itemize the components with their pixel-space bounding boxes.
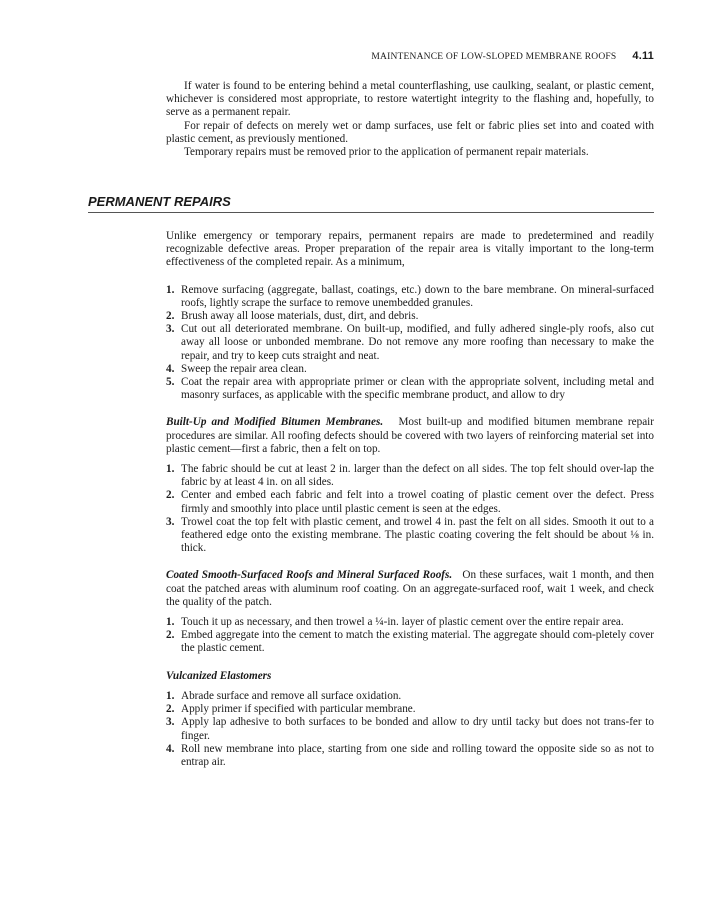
running-header bbox=[168, 50, 654, 62]
page-number: 4.11 bbox=[632, 50, 654, 62]
vulcanized-steps bbox=[166, 690, 654, 769]
coated-paragraph bbox=[166, 569, 654, 609]
list-item: 4. Sweep the repair area clean. bbox=[166, 362, 307, 375]
builtup-heading: Built-Up and Modified Bitumen Membranes. bbox=[166, 416, 384, 429]
list-item: 2. Center and embed each fabric and felt into a trowel coating of plastic cement over the defect. Press firmly and smoothly into place until plastic cement is seen at the edges. bbox=[166, 489, 654, 515]
list-item: 2. Embed aggregate into the cement to match the existing material. The aggregate should com-pletely cover the plastic cement. bbox=[166, 629, 654, 655]
list-item: 3. Cut out all deteriorated membrane. On built-up, modified, and fully adhered single-ply roofs, also cut away all loose or unbonded membrane. Do not remove any more roofing than necessary to make the repair, and try to keep cuts straight and neat. bbox=[166, 323, 654, 362]
coated-steps bbox=[166, 616, 654, 656]
list-item: 1. Abrade surface and remove all surface oxidation. bbox=[166, 689, 402, 702]
list-item: 2. Brush away all loose materials, dust, dirt, and debris. bbox=[166, 310, 419, 323]
section-heading: PERMANENT REPAIRS bbox=[88, 194, 654, 213]
main-body bbox=[166, 230, 654, 769]
intro-paragraph-2: For repair of defects on merely wet or damp surfaces, use felt or fabric plies set into and coated with plastic cement, as previously mentioned. bbox=[166, 119, 654, 145]
running-title: MAINTENANCE OF LOW-SLOPED MEMBRANE ROOFS bbox=[371, 52, 617, 62]
coated-heading: Coated Smooth-Surfaced Roofs and Mineral Surfaced Roofs. bbox=[166, 569, 453, 582]
intro-paragraph-1: If water is found to be entering behind a metal counterflashing, use caulking, sealant, or plastic cement, whichever is considered most appropriate, to restore watertight integrity to the flashing and, hopefully, to serve as a permanent repair. bbox=[166, 80, 654, 119]
builtup-paragraph bbox=[166, 416, 654, 456]
intro-paragraph-3: Temporary repairs must be removed prior to the application of permanent repair materials. bbox=[184, 146, 589, 159]
vulcanized-heading: Vulcanized Elastomers bbox=[166, 669, 272, 682]
coated-text: On these surfaces, wait 1 month, and then coat the patched areas with aluminum roof coating. On an aggregate-surfaced roof, wait 1 week, and check the quality of the patch. bbox=[166, 569, 654, 608]
list-item: 3. Apply lap adhesive to both surfaces to be bonded and allow to dry until tacky but does not trans-fer to finger. bbox=[166, 716, 654, 742]
preparation-steps bbox=[166, 284, 654, 403]
list-item: 3. Trowel coat the top felt with plastic cement, and trowel 4 in. past the felt on all sides. Smooth it out to a feathered edge onto the existing membrane. The plastic coating covering the felt should be about ⅛ in. thick. bbox=[166, 515, 654, 555]
list-item: 2. Apply primer if specified with particular membrane. bbox=[166, 703, 416, 716]
builtup-text: Most built-up and modified bitumen membrane repair procedures are similar. All roofing defects should be covered with two layers of reinforcing material set into plastic cement—first a fabric, then a felt on top. bbox=[166, 416, 655, 455]
list-item: 1. Touch it up as necessary, and then trowel a ¼-in. layer of plastic cement over the entire repair area. bbox=[166, 616, 624, 629]
list-item: 1. The fabric should be cut at least 2 in. larger than the defect on all sides. The top felt should over-lap the fabric by at least 4 in. on all sides. bbox=[166, 463, 654, 489]
list-item: 4. Roll new membrane into place, starting from one side and rolling toward the opposite side so as not to entrap air. bbox=[166, 742, 654, 768]
list-item: 1. Remove surfacing (aggregate, ballast, coatings, etc.) down to the bare membrane. On mineral-surfaced roofs, lightly scrape the surface to remove unembedded granules. bbox=[166, 283, 654, 309]
builtup-steps bbox=[166, 463, 654, 555]
intro-block bbox=[166, 80, 654, 159]
list-item: 5. Coat the repair area with appropriate primer or clean with the appropriate solvent, including metal and masonry surfaces, as applicable with the specific membrane product, and allow to dry bbox=[166, 376, 654, 402]
section-intro: Unlike emergency or temporary repairs, permanent repairs are made to predetermined and readily recognizable defective areas. Proper preparation of the repair area is vitally important to the long-term effectiveness of the completed repair. As a minimum, bbox=[166, 230, 654, 269]
